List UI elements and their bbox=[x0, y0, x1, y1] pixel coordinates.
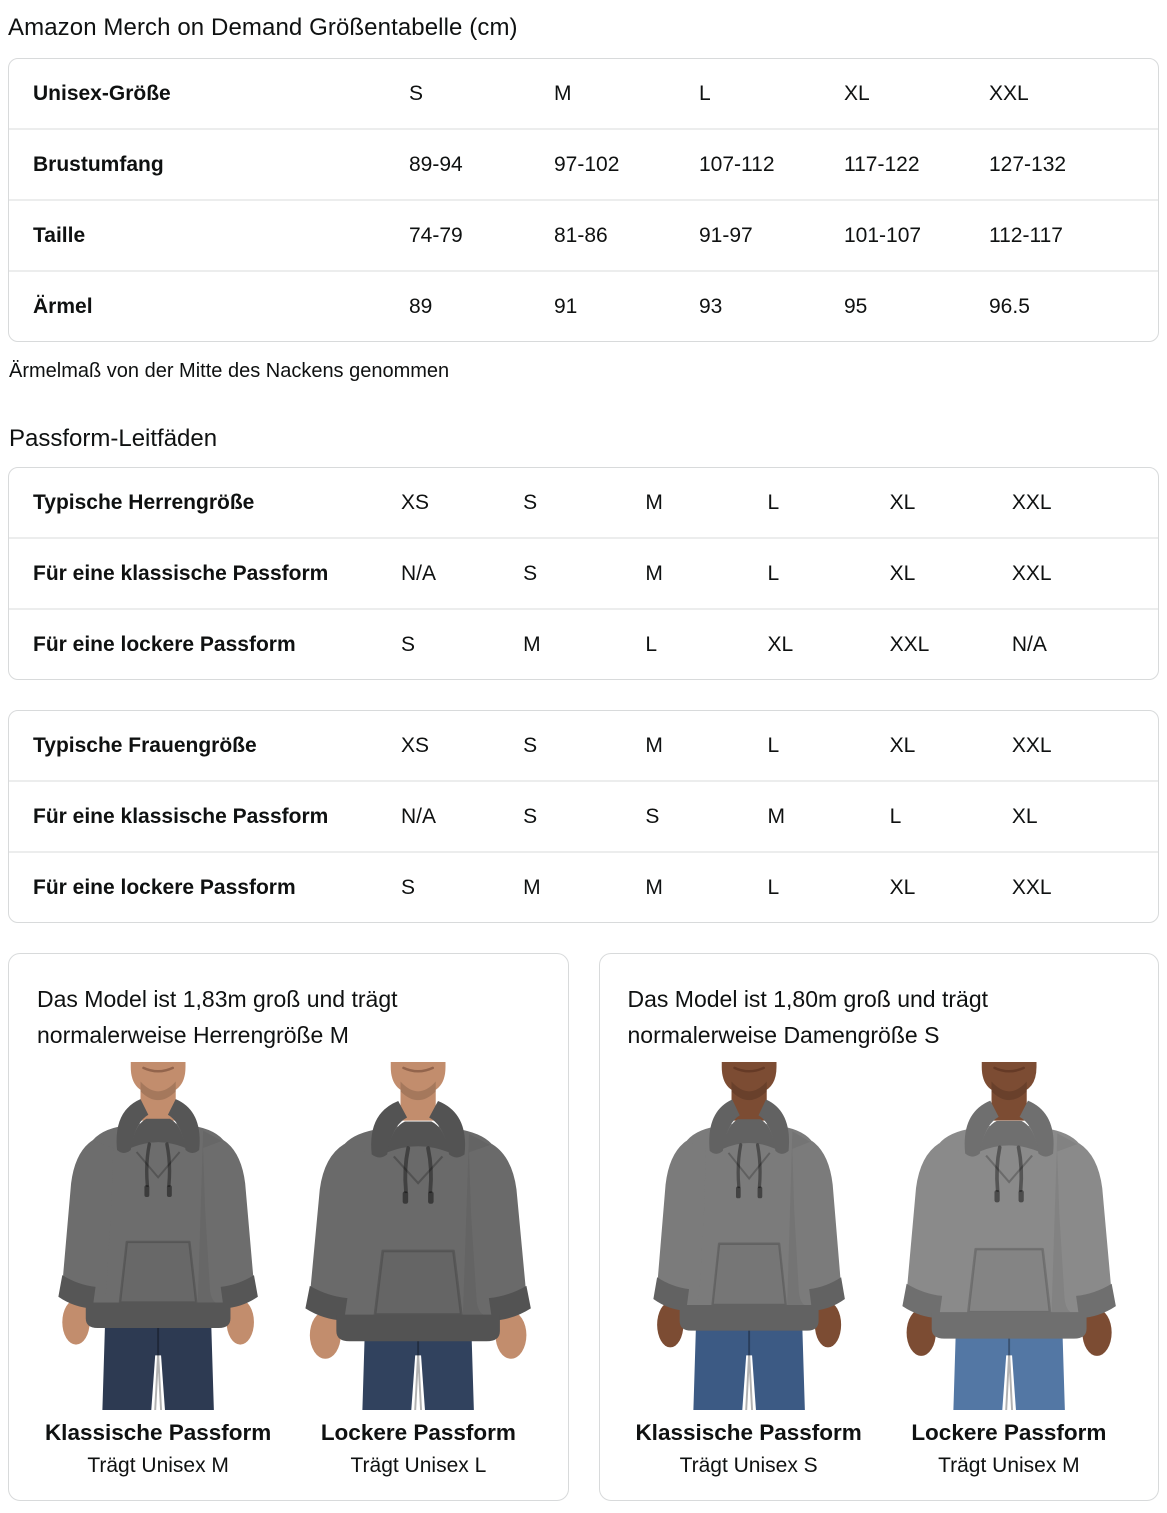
row-label: Brustumfang bbox=[33, 152, 164, 176]
fit-table-men bbox=[8, 467, 1159, 680]
table-cell: XL bbox=[844, 81, 870, 105]
table-cell: 112-117 bbox=[989, 223, 1063, 247]
table-row bbox=[9, 782, 1158, 853]
table-cell: N/A bbox=[401, 561, 437, 585]
model-figure-loose bbox=[291, 1062, 545, 1478]
fit-label: Lockere Passform bbox=[320, 1419, 516, 1445]
model-card-women bbox=[599, 953, 1160, 1501]
table-cell: 91 bbox=[554, 294, 578, 318]
row-label: Für eine klassische Passform bbox=[33, 804, 329, 828]
table-row bbox=[9, 468, 1158, 539]
table-cell: M bbox=[554, 81, 572, 105]
table-row bbox=[9, 130, 1158, 201]
row-label: Für eine klassische Passform bbox=[33, 561, 329, 585]
table-cell: 107-112 bbox=[699, 152, 775, 176]
table-cell: M bbox=[645, 733, 663, 757]
table-cell: M bbox=[645, 561, 663, 585]
table-cell: L bbox=[767, 875, 780, 899]
table-cell: S bbox=[523, 490, 538, 514]
row-label: Für eine lockere Passform bbox=[33, 875, 296, 899]
table-cell: M bbox=[767, 804, 785, 828]
table-row bbox=[9, 610, 1158, 679]
row-label: Typische Frauengröße bbox=[33, 733, 257, 757]
table-cell: M bbox=[523, 632, 541, 656]
model-figure-classic bbox=[31, 1062, 285, 1478]
table-cell: 89 bbox=[409, 294, 433, 318]
table-cell: M bbox=[645, 490, 663, 514]
table-row bbox=[9, 201, 1158, 272]
table-cell: XL bbox=[889, 733, 916, 757]
table-cell: M bbox=[523, 875, 541, 899]
table-cell: XXL bbox=[1011, 875, 1052, 899]
wears-size-label: Trägt Unisex M bbox=[87, 1453, 229, 1477]
table-cell: L bbox=[889, 804, 902, 828]
row-label: Für eine lockere Passform bbox=[33, 632, 296, 656]
table-cell: 93 bbox=[699, 294, 723, 318]
row-label: Ärmel bbox=[33, 294, 93, 318]
table-cell: S bbox=[401, 632, 416, 656]
table-cell: XL bbox=[889, 490, 916, 514]
table-cell: 91-97 bbox=[699, 223, 753, 247]
model-card-heading: Das Model ist 1,80m groß und trägt normalerweise Damengröße S bbox=[627, 986, 988, 1048]
table-cell: XS bbox=[401, 733, 430, 757]
row-label: Typische Herrengröße bbox=[33, 490, 255, 514]
table-cell: XL bbox=[889, 875, 916, 899]
table-row bbox=[9, 59, 1158, 130]
table-cell: XXL bbox=[1011, 490, 1052, 514]
model-card-heading: Das Model ist 1,83m groß und trägt normalerweise Herrengröße M bbox=[37, 986, 398, 1048]
table-cell: S bbox=[401, 875, 416, 899]
model-photo bbox=[31, 1062, 285, 1410]
table-cell: M bbox=[645, 875, 663, 899]
table-row bbox=[9, 272, 1158, 341]
table-cell: 81-86 bbox=[554, 223, 608, 247]
model-figure-classic bbox=[622, 1062, 876, 1478]
row-label: Taille bbox=[33, 223, 86, 247]
table-row bbox=[9, 711, 1158, 782]
model-photo bbox=[291, 1062, 545, 1410]
fit-label: Klassische Passform bbox=[44, 1419, 272, 1445]
table-cell: XS bbox=[401, 490, 430, 514]
table-cell: S bbox=[523, 733, 538, 757]
fit-label: Lockere Passform bbox=[911, 1419, 1107, 1445]
model-photo bbox=[622, 1062, 876, 1410]
table-cell: N/A bbox=[401, 804, 437, 828]
table-cell: 101-107 bbox=[844, 223, 922, 247]
size-table bbox=[8, 58, 1159, 342]
table-cell: 96.5 bbox=[989, 294, 1030, 318]
fit-label: Klassische Passform bbox=[635, 1419, 862, 1445]
table-cell: S bbox=[523, 561, 538, 585]
fit-table-women bbox=[8, 710, 1159, 923]
figures-row bbox=[31, 1062, 546, 1478]
table-cell: L bbox=[767, 490, 780, 514]
table-cell: L bbox=[699, 81, 711, 105]
wears-size-label: Trägt Unisex M bbox=[938, 1453, 1080, 1477]
table-cell: XXL bbox=[1011, 561, 1052, 585]
table-cell: 127-132 bbox=[989, 152, 1067, 176]
figures-row bbox=[622, 1062, 1137, 1478]
table-cell: L bbox=[767, 733, 780, 757]
model-card-men bbox=[8, 953, 569, 1501]
wears-size-label: Trägt Unisex S bbox=[679, 1453, 818, 1477]
table-cell: XXL bbox=[1011, 733, 1052, 757]
table-cell: 89-94 bbox=[409, 152, 463, 176]
page-title: Amazon Merch on Demand Größentabelle (cm) bbox=[8, 14, 518, 41]
row-label: Unisex-Größe bbox=[33, 81, 171, 105]
table-cell: L bbox=[767, 561, 780, 585]
table-cell: 95 bbox=[844, 294, 868, 318]
table-cell: 117-122 bbox=[844, 152, 920, 176]
table-cell: S bbox=[523, 804, 538, 828]
table-cell: 97-102 bbox=[554, 152, 620, 176]
table-cell: XL bbox=[889, 561, 916, 585]
wears-size-label: Trägt Unisex L bbox=[350, 1453, 487, 1477]
table-cell: 74-79 bbox=[409, 223, 463, 247]
table-row bbox=[9, 539, 1158, 610]
model-cards-row bbox=[8, 953, 1159, 1501]
table-cell: XL bbox=[767, 632, 794, 656]
table-row bbox=[9, 853, 1158, 922]
model-figure-loose bbox=[882, 1062, 1136, 1478]
sleeve-measure-note: Ärmelmaß von der Mitte des Nackens genommen bbox=[9, 360, 450, 382]
table-cell: N/A bbox=[1011, 632, 1047, 656]
table-cell: XL bbox=[1011, 804, 1038, 828]
table-cell: S bbox=[645, 804, 660, 828]
fit-guides-title: Passform-Leitfäden bbox=[9, 425, 218, 452]
table-cell: XXL bbox=[889, 632, 930, 656]
table-cell: S bbox=[409, 81, 424, 105]
model-photo bbox=[882, 1062, 1136, 1410]
table-cell: L bbox=[645, 632, 658, 656]
table-cell: XXL bbox=[989, 81, 1029, 105]
